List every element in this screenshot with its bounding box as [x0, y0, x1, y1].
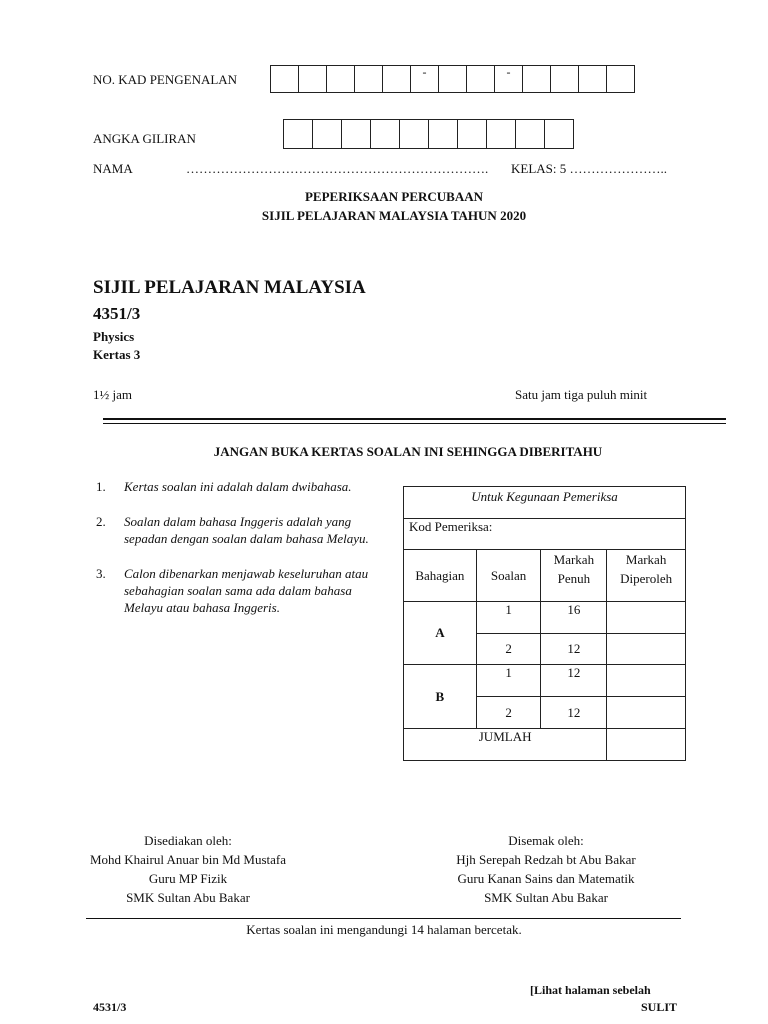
digit-box[interactable]	[487, 119, 516, 149]
digit-box[interactable]	[383, 65, 411, 93]
digit-box[interactable]	[545, 119, 574, 149]
secret-label: SULIT	[641, 1000, 678, 1014]
table-title: Untuk Kegunaan Pemeriksa	[404, 487, 686, 519]
instruction-number: 3.	[96, 566, 106, 581]
checked-by-school: SMK Sultan Abu Bakar	[484, 890, 608, 905]
divider-thin	[103, 423, 726, 424]
instruction-text: Calon dibenarkan menjawab keseluruhan atau sebahagian soalan sama ada dalam bahasa Melayu atau bahasa Inggeris.	[124, 566, 369, 615]
digit-box[interactable]	[439, 65, 467, 93]
instruction-number: 1.	[96, 479, 106, 494]
question-number: 1	[476, 602, 541, 634]
instruction-text: Soalan dalam bahasa Inggeris adalah yang sepadan dengan soalan dalam bahasa Melayu.	[124, 514, 369, 546]
digit-box[interactable]	[516, 119, 545, 149]
divider-thick	[103, 418, 726, 420]
next-page-note: [Lihat halaman sebelah	[530, 983, 651, 997]
digit-box[interactable]	[400, 119, 429, 149]
subject-code: 4351/3	[93, 304, 141, 323]
checked-by-role: Guru Kanan Sains dan Matematik	[457, 871, 635, 886]
prepared-by-block	[0, 831, 376, 907]
total-label: JUMLAH	[404, 729, 607, 761]
turn-number-boxes[interactable]	[283, 119, 574, 149]
digit-box[interactable]	[371, 119, 400, 149]
prepared-by-school: SMK Sultan Abu Bakar	[126, 890, 250, 905]
footer-code: 4531/3	[93, 1000, 127, 1014]
section-label: B	[404, 665, 477, 729]
subject-title: SIJIL PELAJARAN MALAYSIA	[93, 277, 366, 298]
instruction-item	[96, 565, 371, 616]
marks-obtained-cell[interactable]	[607, 697, 686, 729]
question-number: 1	[476, 665, 541, 697]
section-label: A	[404, 602, 477, 665]
digit-box[interactable]	[355, 65, 383, 93]
col-header-section: Bahagian	[404, 550, 477, 602]
digit-box[interactable]	[342, 119, 371, 149]
duration-short: 1½ jam	[93, 387, 132, 402]
pages-note: Kertas soalan ini mengandungi 14 halaman bercetak.	[246, 922, 522, 937]
digit-box[interactable]	[607, 65, 635, 93]
name-field[interactable]: …………………………………………………………….	[186, 161, 489, 176]
digit-box[interactable]	[523, 65, 551, 93]
digit-box[interactable]	[284, 119, 313, 149]
examiner-code-field[interactable]: Kod Pemeriksa:	[404, 519, 686, 550]
table-row-total	[404, 729, 686, 761]
digit-box[interactable]	[271, 65, 299, 93]
question-number: 2	[476, 697, 541, 729]
duration-long: Satu jam tiga puluh minit	[515, 387, 648, 402]
instruction-item	[96, 513, 371, 547]
full-marks: 12	[541, 697, 607, 729]
instruction-item	[96, 478, 371, 495]
total-marks-cell[interactable]	[607, 729, 686, 761]
exam-title-line2: SIJIL PELAJARAN MALAYSIA TAHUN 2020	[261, 208, 527, 223]
full-marks: 16	[541, 602, 607, 634]
exam-title-line1: PEPERIKSAAN PERCUBAAN	[304, 189, 484, 204]
digit-box[interactable]	[551, 65, 579, 93]
instructions-list	[96, 478, 371, 634]
checked-by-label: Disemak oleh:	[508, 833, 584, 848]
marks-obtained-cell[interactable]	[607, 665, 686, 697]
digit-box[interactable]: -	[495, 65, 523, 93]
instruction-number: 2.	[96, 514, 106, 529]
prepared-by-name: Mohd Khairul Anuar bin Md Mustafa	[89, 852, 287, 867]
ic-number-boxes[interactable]	[270, 65, 635, 93]
examiner-marks-table	[403, 486, 686, 761]
checked-by-block	[400, 831, 692, 907]
name-label: NAMA	[93, 161, 133, 176]
instruction-text: Kertas soalan ini adalah dalam dwibahasa.	[124, 479, 352, 494]
digit-box[interactable]	[313, 119, 342, 149]
digit-box[interactable]: -	[411, 65, 439, 93]
digit-box[interactable]	[327, 65, 355, 93]
col-header-marks-obtained: Markah Diperoleh	[607, 550, 686, 602]
digit-box[interactable]	[429, 119, 458, 149]
checked-by-name: Hjh Serepah Redzah bt Abu Bakar	[456, 852, 636, 867]
subject-name: Physics	[93, 329, 135, 344]
class-field[interactable]: KELAS: 5 …………………..	[511, 161, 667, 176]
prepared-by-label: Disediakan oleh:	[144, 833, 232, 848]
marks-obtained-cell[interactable]	[607, 602, 686, 634]
prepared-by-role: Guru MP Fizik	[148, 871, 228, 886]
question-number: 2	[476, 634, 541, 665]
digit-box[interactable]	[458, 119, 487, 149]
paper-number: Kertas 3	[93, 347, 141, 362]
table-row	[404, 602, 686, 634]
digit-box[interactable]	[467, 65, 495, 93]
warning-text: JANGAN BUKA KERTAS SOALAN INI SEHINGGA DIBERITAHU	[213, 444, 603, 459]
ic-label: NO. KAD PENGENALAN	[93, 72, 238, 87]
footer-divider	[86, 918, 681, 919]
turn-number-label: ANGKA GILIRAN	[93, 131, 196, 146]
table-row	[404, 665, 686, 697]
full-marks: 12	[541, 634, 607, 665]
col-header-full-marks: Markah Penuh	[541, 550, 607, 602]
digit-box[interactable]	[299, 65, 327, 93]
full-marks: 12	[541, 665, 607, 697]
col-header-question: Soalan	[476, 550, 541, 602]
marks-obtained-cell[interactable]	[607, 634, 686, 665]
digit-box[interactable]	[579, 65, 607, 93]
